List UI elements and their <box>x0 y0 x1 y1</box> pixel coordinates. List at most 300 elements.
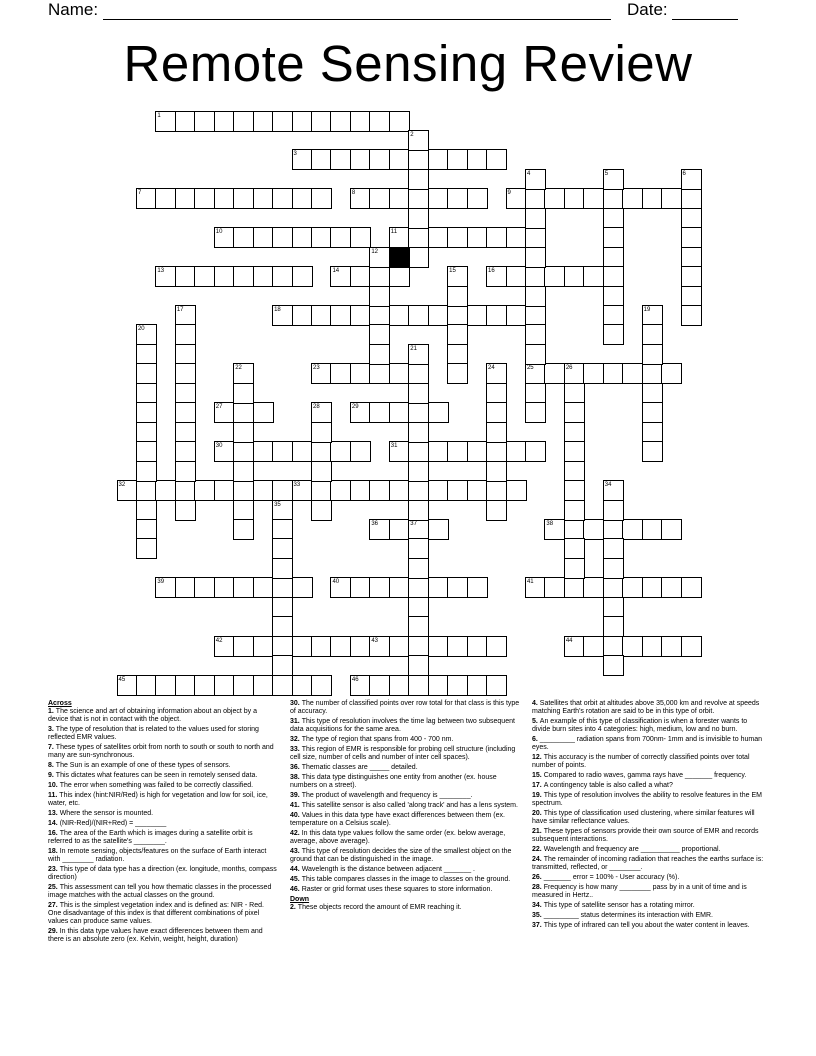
grid-cell[interactable] <box>194 266 215 287</box>
grid-cell[interactable] <box>369 519 390 540</box>
grid-cell[interactable] <box>467 675 488 696</box>
grid-cell[interactable] <box>369 480 390 501</box>
grid-cell[interactable] <box>311 363 332 384</box>
grid-cell[interactable] <box>622 363 643 384</box>
grid-cell[interactable] <box>253 111 274 132</box>
grid-cell[interactable] <box>214 402 235 423</box>
grid-cell[interactable] <box>253 675 274 696</box>
grid-cell[interactable] <box>642 636 663 657</box>
grid-cell[interactable] <box>389 149 410 170</box>
date-line[interactable] <box>672 5 738 20</box>
grid-cell[interactable] <box>408 577 429 598</box>
grid-cell[interactable] <box>136 480 157 501</box>
grid-cell[interactable] <box>175 305 196 326</box>
grid-cell[interactable] <box>486 402 507 423</box>
grid-cell[interactable] <box>603 577 624 598</box>
grid-cell[interactable] <box>642 577 663 598</box>
grid-cell[interactable] <box>253 636 274 657</box>
grid-cell[interactable] <box>272 538 293 559</box>
grid-cell[interactable] <box>564 519 585 540</box>
grid-cell[interactable] <box>408 363 429 384</box>
grid-cell[interactable] <box>311 636 332 657</box>
grid-cell[interactable] <box>525 324 546 345</box>
grid-cell[interactable] <box>564 402 585 423</box>
grid-cell[interactable] <box>408 422 429 443</box>
grid-cell[interactable] <box>369 305 390 326</box>
grid-cell[interactable] <box>272 597 293 618</box>
grid-cell[interactable] <box>583 636 604 657</box>
grid-cell[interactable] <box>486 305 507 326</box>
grid-cell[interactable] <box>233 441 254 462</box>
grid-cell[interactable] <box>564 266 585 287</box>
grid-cell[interactable] <box>603 500 624 521</box>
grid-cell[interactable] <box>136 344 157 365</box>
grid-cell[interactable] <box>661 519 682 540</box>
grid-cell[interactable] <box>603 480 624 501</box>
grid-cell[interactable] <box>486 500 507 521</box>
grid-cell[interactable] <box>292 227 313 248</box>
grid-cell[interactable] <box>175 188 196 209</box>
grid-cell[interactable] <box>428 227 449 248</box>
grid-cell[interactable] <box>525 577 546 598</box>
grid-cell[interactable] <box>525 305 546 326</box>
grid-cell[interactable] <box>408 538 429 559</box>
grid-cell[interactable] <box>525 383 546 404</box>
grid-cell[interactable] <box>253 441 274 462</box>
grid-cell[interactable] <box>136 402 157 423</box>
grid-cell[interactable] <box>642 402 663 423</box>
grid-cell[interactable] <box>389 577 410 598</box>
grid-cell[interactable] <box>486 636 507 657</box>
grid-cell[interactable] <box>408 149 429 170</box>
grid-cell[interactable] <box>175 383 196 404</box>
grid-cell[interactable] <box>681 208 702 229</box>
grid-cell[interactable] <box>292 441 313 462</box>
grid-cell[interactable] <box>214 577 235 598</box>
grid-cell[interactable] <box>408 402 429 423</box>
grid-cell[interactable] <box>467 480 488 501</box>
grid-cell[interactable] <box>214 636 235 657</box>
grid-cell[interactable] <box>330 111 351 132</box>
grid-cell[interactable] <box>603 247 624 268</box>
grid-cell[interactable] <box>486 461 507 482</box>
grid-cell[interactable] <box>447 441 468 462</box>
grid-cell[interactable] <box>350 636 371 657</box>
grid-cell[interactable] <box>447 305 468 326</box>
grid-cell[interactable] <box>408 383 429 404</box>
grid-cell[interactable] <box>350 266 371 287</box>
grid-cell[interactable] <box>486 266 507 287</box>
grid-cell[interactable] <box>292 305 313 326</box>
grid-cell[interactable] <box>194 480 215 501</box>
grid-cell[interactable] <box>233 519 254 540</box>
grid-cell[interactable] <box>369 266 390 287</box>
grid-cell[interactable] <box>311 422 332 443</box>
grid-cell[interactable] <box>506 266 527 287</box>
grid-cell[interactable] <box>350 675 371 696</box>
grid-cell[interactable] <box>525 344 546 365</box>
grid-cell[interactable] <box>136 188 157 209</box>
grid-cell[interactable] <box>622 636 643 657</box>
grid-cell[interactable] <box>233 422 254 443</box>
grid-cell[interactable] <box>486 675 507 696</box>
grid-cell[interactable] <box>233 675 254 696</box>
grid-cell[interactable] <box>603 616 624 637</box>
grid-cell[interactable] <box>681 266 702 287</box>
grid-cell[interactable] <box>467 188 488 209</box>
grid-cell[interactable] <box>408 227 429 248</box>
grid-cell[interactable] <box>136 538 157 559</box>
grid-cell[interactable] <box>389 266 410 287</box>
grid-cell[interactable] <box>447 636 468 657</box>
grid-cell[interactable] <box>175 577 196 598</box>
grid-cell[interactable] <box>467 227 488 248</box>
grid-cell[interactable] <box>583 266 604 287</box>
grid-cell[interactable] <box>447 266 468 287</box>
grid-cell[interactable] <box>603 636 624 657</box>
grid-cell[interactable] <box>311 111 332 132</box>
grid-cell[interactable] <box>292 577 313 598</box>
grid-cell[interactable] <box>661 577 682 598</box>
grid-cell[interactable] <box>136 383 157 404</box>
grid-cell[interactable] <box>350 305 371 326</box>
grid-cell[interactable] <box>272 500 293 521</box>
grid-cell[interactable] <box>564 538 585 559</box>
grid-cell[interactable] <box>564 383 585 404</box>
grid-cell[interactable] <box>408 519 429 540</box>
grid-cell[interactable] <box>622 577 643 598</box>
grid-cell[interactable] <box>389 519 410 540</box>
grid-cell[interactable] <box>292 266 313 287</box>
grid-cell[interactable] <box>603 655 624 676</box>
grid-cell[interactable] <box>194 111 215 132</box>
grid-cell[interactable] <box>311 402 332 423</box>
grid-cell[interactable] <box>117 480 138 501</box>
grid-cell[interactable] <box>272 616 293 637</box>
grid-cell[interactable] <box>408 305 429 326</box>
grid-cell[interactable] <box>175 324 196 345</box>
grid-cell[interactable] <box>408 558 429 579</box>
grid-cell[interactable] <box>408 480 429 501</box>
grid-cell[interactable] <box>272 675 293 696</box>
grid-cell[interactable] <box>447 363 468 384</box>
grid-cell[interactable] <box>253 480 274 501</box>
grid-cell[interactable] <box>603 597 624 618</box>
grid-cell[interactable] <box>428 441 449 462</box>
grid-cell[interactable] <box>681 247 702 268</box>
grid-cell[interactable] <box>155 577 176 598</box>
grid-cell[interactable] <box>272 227 293 248</box>
grid-cell[interactable] <box>506 227 527 248</box>
grid-cell[interactable] <box>661 188 682 209</box>
grid-cell[interactable] <box>467 305 488 326</box>
grid-cell[interactable] <box>311 461 332 482</box>
grid-cell[interactable] <box>136 324 157 345</box>
grid-cell[interactable] <box>350 577 371 598</box>
grid-cell[interactable] <box>447 577 468 598</box>
grid-cell[interactable] <box>272 111 293 132</box>
grid-cell[interactable] <box>506 305 527 326</box>
grid-cell[interactable] <box>564 461 585 482</box>
grid-cell[interactable] <box>467 149 488 170</box>
grid-cell[interactable] <box>214 675 235 696</box>
grid-cell[interactable] <box>564 558 585 579</box>
grid-cell[interactable] <box>408 461 429 482</box>
grid-cell[interactable] <box>350 188 371 209</box>
grid-cell[interactable] <box>136 461 157 482</box>
grid-cell[interactable] <box>214 480 235 501</box>
grid-cell[interactable] <box>253 188 274 209</box>
grid-cell[interactable] <box>603 324 624 345</box>
grid-cell[interactable] <box>564 500 585 521</box>
grid-cell[interactable] <box>311 441 332 462</box>
grid-cell[interactable] <box>681 286 702 307</box>
grid-cell[interactable] <box>350 363 371 384</box>
grid-cell[interactable] <box>447 324 468 345</box>
grid-cell[interactable] <box>603 169 624 190</box>
grid-cell[interactable] <box>428 305 449 326</box>
grid-cell[interactable] <box>583 577 604 598</box>
grid-cell[interactable] <box>447 344 468 365</box>
grid-cell[interactable] <box>447 149 468 170</box>
grid-cell[interactable] <box>642 519 663 540</box>
grid-cell[interactable] <box>603 286 624 307</box>
grid-cell[interactable] <box>369 675 390 696</box>
grid-cell[interactable] <box>447 227 468 248</box>
grid-cell[interactable] <box>603 188 624 209</box>
grid-cell[interactable] <box>389 227 410 248</box>
grid-cell[interactable] <box>661 636 682 657</box>
grid-cell[interactable] <box>175 363 196 384</box>
grid-cell[interactable] <box>175 422 196 443</box>
grid-cell[interactable] <box>467 577 488 598</box>
grid-cell[interactable] <box>272 519 293 540</box>
grid-cell[interactable] <box>389 636 410 657</box>
grid-cell[interactable] <box>253 266 274 287</box>
grid-cell[interactable] <box>467 441 488 462</box>
grid-cell[interactable] <box>486 227 507 248</box>
grid-cell[interactable] <box>486 480 507 501</box>
grid-cell[interactable] <box>447 188 468 209</box>
grid-cell[interactable] <box>428 402 449 423</box>
grid-cell[interactable] <box>447 286 468 307</box>
grid-cell[interactable] <box>330 441 351 462</box>
grid-cell[interactable] <box>350 149 371 170</box>
grid-cell[interactable] <box>233 227 254 248</box>
grid-cell[interactable] <box>369 188 390 209</box>
grid-cell[interactable] <box>544 519 565 540</box>
grid-cell[interactable] <box>603 363 624 384</box>
grid-cell[interactable] <box>408 188 429 209</box>
grid-cell[interactable] <box>408 597 429 618</box>
grid-cell[interactable] <box>175 266 196 287</box>
grid-cell[interactable] <box>564 363 585 384</box>
grid-cell[interactable] <box>155 188 176 209</box>
grid-cell[interactable] <box>525 188 546 209</box>
grid-cell[interactable] <box>214 188 235 209</box>
grid-cell[interactable] <box>642 422 663 443</box>
grid-cell[interactable] <box>175 675 196 696</box>
grid-cell[interactable] <box>369 149 390 170</box>
grid-cell[interactable] <box>330 577 351 598</box>
grid-cell[interactable] <box>447 480 468 501</box>
grid-cell[interactable] <box>330 636 351 657</box>
grid-cell[interactable] <box>428 480 449 501</box>
grid-cell[interactable] <box>408 500 429 521</box>
grid-cell[interactable] <box>544 363 565 384</box>
grid-cell[interactable] <box>408 441 429 462</box>
grid-cell[interactable] <box>233 461 254 482</box>
grid-cell[interactable] <box>408 675 429 696</box>
grid-cell[interactable] <box>525 247 546 268</box>
grid-cell[interactable] <box>272 441 293 462</box>
grid-cell[interactable] <box>117 675 138 696</box>
grid-cell[interactable] <box>389 675 410 696</box>
grid-cell[interactable] <box>233 383 254 404</box>
grid-cell[interactable] <box>525 441 546 462</box>
grid-cell[interactable] <box>350 227 371 248</box>
grid-cell[interactable] <box>136 675 157 696</box>
grid-cell[interactable] <box>408 655 429 676</box>
grid-cell[interactable] <box>603 538 624 559</box>
name-line[interactable] <box>103 5 611 20</box>
grid-cell[interactable] <box>311 500 332 521</box>
grid-cell[interactable] <box>506 188 527 209</box>
grid-cell[interactable] <box>486 422 507 443</box>
grid-cell[interactable] <box>389 111 410 132</box>
grid-cell[interactable] <box>330 227 351 248</box>
grid-cell[interactable] <box>661 363 682 384</box>
grid-cell[interactable] <box>369 286 390 307</box>
grid-cell[interactable] <box>622 188 643 209</box>
grid-cell[interactable] <box>583 363 604 384</box>
grid-cell[interactable] <box>408 169 429 190</box>
grid-cell[interactable] <box>194 577 215 598</box>
grid-cell[interactable] <box>233 480 254 501</box>
grid-cell[interactable] <box>330 480 351 501</box>
grid-cell[interactable] <box>389 441 410 462</box>
grid-cell[interactable] <box>506 441 527 462</box>
grid-cell[interactable] <box>428 149 449 170</box>
grid-cell[interactable] <box>272 636 293 657</box>
grid-cell[interactable] <box>311 227 332 248</box>
grid-cell[interactable] <box>583 188 604 209</box>
grid-cell[interactable] <box>428 577 449 598</box>
grid-cell[interactable] <box>233 363 254 384</box>
grid-cell[interactable] <box>486 383 507 404</box>
grid-cell[interactable] <box>622 519 643 540</box>
grid-cell[interactable] <box>642 344 663 365</box>
grid-cell[interactable] <box>408 636 429 657</box>
grid-cell[interactable] <box>603 227 624 248</box>
grid-cell[interactable] <box>136 500 157 521</box>
grid-cell[interactable] <box>506 480 527 501</box>
grid-cell[interactable] <box>136 441 157 462</box>
grid-cell[interactable] <box>389 363 410 384</box>
grid-cell[interactable] <box>583 519 604 540</box>
grid-cell[interactable] <box>603 208 624 229</box>
grid-cell[interactable] <box>681 188 702 209</box>
grid-cell[interactable] <box>330 305 351 326</box>
grid-cell[interactable] <box>564 636 585 657</box>
grid-cell[interactable] <box>525 169 546 190</box>
grid-cell[interactable] <box>272 305 293 326</box>
grid-cell[interactable] <box>155 675 176 696</box>
grid-cell[interactable] <box>214 441 235 462</box>
grid-cell[interactable] <box>175 500 196 521</box>
grid-cell[interactable] <box>194 675 215 696</box>
grid-cell[interactable] <box>155 480 176 501</box>
grid-cell[interactable] <box>330 363 351 384</box>
grid-cell[interactable] <box>214 227 235 248</box>
grid-cell[interactable] <box>272 266 293 287</box>
grid-cell[interactable] <box>292 188 313 209</box>
grid-cell[interactable] <box>389 305 410 326</box>
grid-cell[interactable] <box>525 227 546 248</box>
grid-cell[interactable] <box>214 266 235 287</box>
grid-cell[interactable] <box>389 480 410 501</box>
grid-cell[interactable] <box>214 111 235 132</box>
grid-cell[interactable] <box>136 363 157 384</box>
grid-cell[interactable] <box>292 636 313 657</box>
grid-cell[interactable] <box>369 111 390 132</box>
grid-cell[interactable] <box>428 188 449 209</box>
grid-cell[interactable] <box>330 149 351 170</box>
grid-cell[interactable] <box>253 227 274 248</box>
grid-cell[interactable] <box>467 636 488 657</box>
grid-cell[interactable] <box>350 111 371 132</box>
grid-cell[interactable] <box>311 675 332 696</box>
grid-cell[interactable] <box>389 402 410 423</box>
grid-cell[interactable] <box>350 480 371 501</box>
grid-cell[interactable] <box>175 111 196 132</box>
grid-cell[interactable] <box>603 558 624 579</box>
grid-cell[interactable] <box>681 169 702 190</box>
grid-cell[interactable] <box>525 286 546 307</box>
grid-cell[interactable] <box>350 441 371 462</box>
grid-cell[interactable] <box>525 266 546 287</box>
grid-cell[interactable] <box>544 266 565 287</box>
grid-cell[interactable] <box>544 577 565 598</box>
grid-cell[interactable] <box>447 675 468 696</box>
grid-cell[interactable] <box>564 422 585 443</box>
grid-cell[interactable] <box>564 577 585 598</box>
grid-cell[interactable] <box>369 577 390 598</box>
grid-cell[interactable] <box>428 519 449 540</box>
grid-cell[interactable] <box>233 577 254 598</box>
grid-cell[interactable] <box>428 636 449 657</box>
grid-cell[interactable] <box>564 188 585 209</box>
grid-cell[interactable] <box>681 636 702 657</box>
grid-cell[interactable] <box>272 480 293 501</box>
grid-cell[interactable] <box>253 402 274 423</box>
grid-cell[interactable] <box>369 344 390 365</box>
grid-cell[interactable] <box>642 188 663 209</box>
grid-cell[interactable] <box>681 577 702 598</box>
grid-cell[interactable] <box>136 519 157 540</box>
grid-cell[interactable] <box>194 188 215 209</box>
grid-cell[interactable] <box>233 636 254 657</box>
grid-cell[interactable] <box>642 363 663 384</box>
grid-cell[interactable] <box>408 130 429 151</box>
grid-cell[interactable] <box>233 111 254 132</box>
grid-cell[interactable] <box>175 402 196 423</box>
grid-cell[interactable] <box>233 266 254 287</box>
grid-cell[interactable] <box>642 324 663 345</box>
grid-cell[interactable] <box>253 577 274 598</box>
grid-cell[interactable] <box>525 208 546 229</box>
grid-cell[interactable] <box>544 188 565 209</box>
